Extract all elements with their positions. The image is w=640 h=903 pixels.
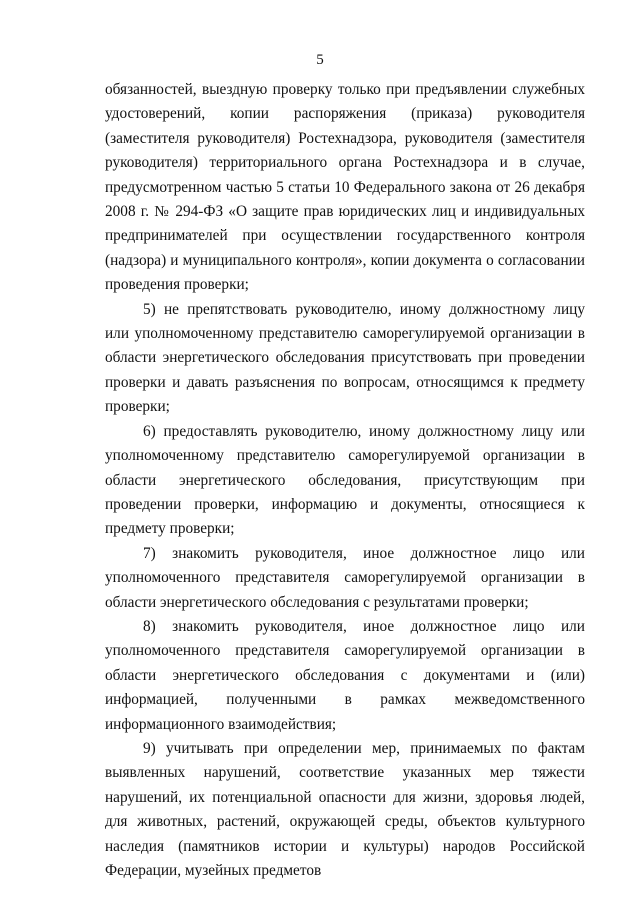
- paragraph-item-9: 9) учитывать при определении мер, принимаемых по фактам выявленных нарушений, соответствие указанных мер тяжести нарушений, их потенциальной опасности для жизни, здоровья людей, для животных, растений, окружающей среды, объектов культурного наследия (памятников истории и культуры) народов Российской Федерации, музейных предметов: [105, 739, 585, 879]
- page-number: 5: [316, 52, 324, 68]
- paragraph-item-6: 6) предоставлять руководителю, иному должностному лицу или уполномоченному представителю саморегулируемой организации в области энергетического обследования, присутствующим при проведении проверки, информацию и документы, относящиеся к предмету проверки;: [105, 422, 585, 538]
- paragraph-item-5: 5) не препятствовать руководителю, иному должностному лицу или уполномоченному представителю саморегулируемой организации в области энергетического обследования присутствовать при проведении проверки и давать разъяснения по вопросам, относящимся к предмету проверки;: [105, 300, 585, 416]
- paragraph-item-7: 7) знакомить руководителя, иное должностное лицо или уполномоченного представителя саморегулируемой организации в области энергетического обследования с результатами проверки;: [105, 544, 585, 611]
- paragraph-continuation: обязанностей, выездную проверку только при предъявлении служебных удостоверений, копии распоряжения (приказа) руководителя (заместителя руководителя) Ростехнадзора, руководителя (заместителя руководителя) территориального органа Ростехнадзора и в случае, предусмотренном частью 5 статьи 10 Федерального закона от 26 декабря 2008 г. № 294-ФЗ «О защите прав юридических лиц и индивидуальных предпринимателей при осуществлении государственного контроля (надзора) и муниципального контроля», копии документа о согласовании проведения проверки;: [105, 81, 585, 294]
- paragraph-item-8: 8) знакомить руководителя, иное должностное лицо или уполномоченного представителя саморегулируемой организации в области энергетического обследования с документами и (или) информацией, полученными в рамках межведомственного информационного взаимодействия;: [105, 617, 585, 733]
- document-body: [105, 78, 585, 883]
